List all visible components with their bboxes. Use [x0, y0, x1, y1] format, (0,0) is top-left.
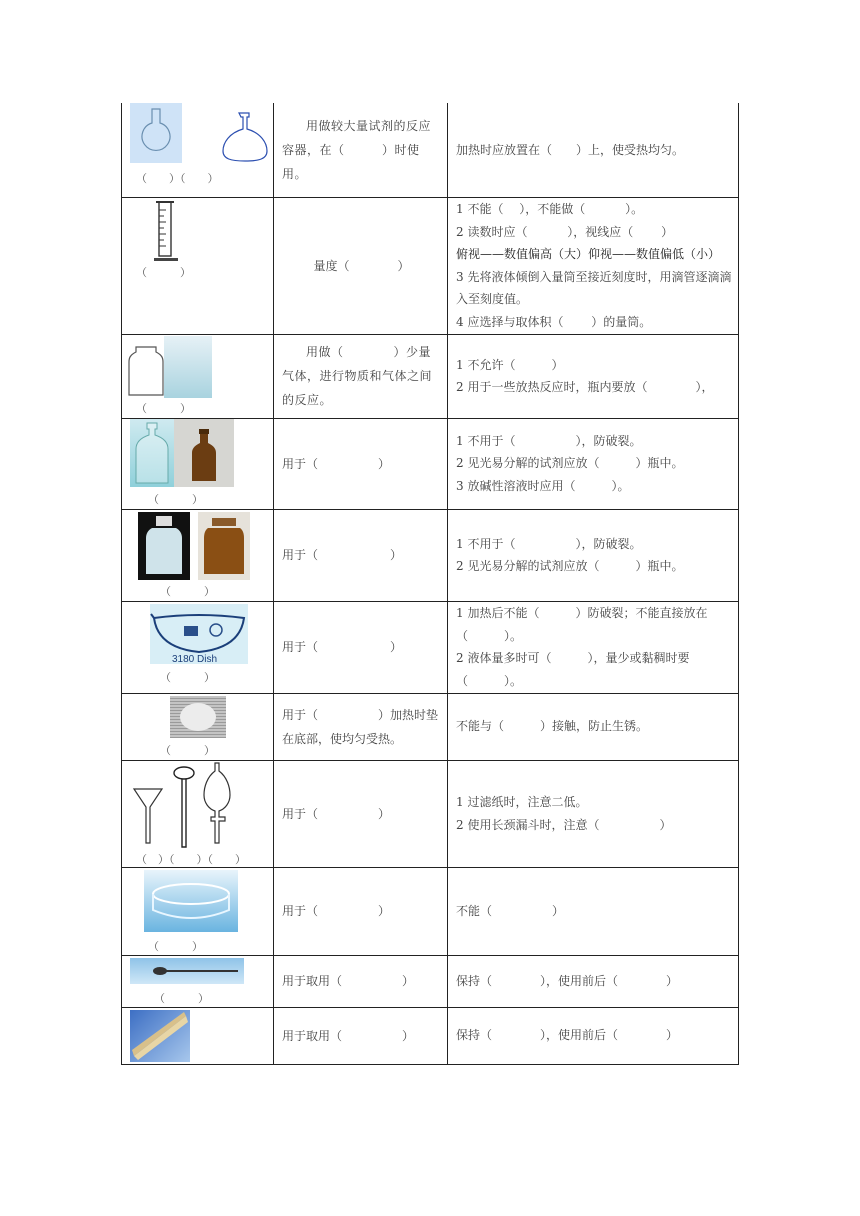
note-line: 加热时应放置在（ ）上，使受热均匀。	[456, 142, 685, 157]
equipment-name-blank: （ ）	[136, 401, 191, 415]
table-row	[122, 1007, 739, 1064]
note-line: 2 见光易分解的试剂应放（ ）瓶中。	[456, 559, 684, 573]
usage-text: 用做（ ）少量气体，进行物质和气体之间的反应。	[282, 345, 433, 407]
equipment-name-blank: （ ）（ ）（ ）	[136, 852, 246, 866]
equipment-name-blank: （ ）	[148, 939, 203, 953]
note-line: 2 见光易分解的试剂应放（ ）瓶中。	[456, 456, 684, 471]
usage-text: 用于（ ）加热时垫在底部，使均匀受热。	[282, 707, 439, 746]
usage-cell	[274, 867, 448, 955]
notes-cell	[448, 197, 739, 334]
round-bottom-flask-photo	[130, 103, 182, 163]
usage-cell	[274, 509, 448, 601]
wide-mouth-bottle-brown-photo	[198, 512, 250, 580]
lab-equipment-table	[121, 103, 739, 1065]
equipment-image-cell	[122, 103, 274, 197]
thistle-funnel-drawing	[172, 765, 196, 849]
funnel-drawing	[132, 785, 164, 845]
equipment-image-cell	[122, 867, 274, 955]
usage-text: 用于（ ）	[282, 640, 403, 654]
usage-text: 用于（ ）	[282, 456, 391, 471]
table-row	[122, 103, 739, 197]
equipment-image-cell	[122, 197, 274, 334]
table-row	[122, 693, 739, 760]
usage-cell	[274, 601, 448, 693]
usage-text: 量度（ ）	[313, 258, 410, 273]
reagent-bottle-brown-photo	[174, 419, 234, 487]
flat-bottom-flask-drawing	[218, 111, 272, 163]
wire-gauze-photo	[170, 696, 226, 738]
usage-text: 用于（ ）	[282, 806, 391, 821]
note-line: 1 不能（ ），不能做（ ）。	[456, 202, 644, 216]
table-row	[122, 197, 739, 334]
note-line: 保持（ ），使用前后（ ）	[456, 1028, 679, 1043]
note-line: 2 读数时应（ ），视线应（ ）	[456, 224, 674, 239]
note-line: 1 不用于（ ），防破裂。	[456, 536, 642, 551]
notes-cell	[448, 334, 739, 418]
gas-jar-drawing	[128, 345, 164, 397]
note-line: 2 液体量多时可（ ），量少或黏稠时要（ ）。	[456, 651, 690, 688]
table-row	[122, 418, 739, 509]
usage-text: 用于（ ）	[282, 904, 391, 918]
equipment-name-blank: （ ）（ ）	[136, 172, 219, 185]
note-line: 保持（ ），使用前后（ ）	[456, 973, 679, 988]
medicine-spoon-photo	[130, 958, 244, 984]
note-line: 1 不允许（ ）	[456, 357, 564, 372]
usage-cell	[274, 955, 448, 1007]
notes-cell	[448, 601, 739, 693]
note-line: 1 加热后不能（ ）防破裂；不能直接放在（ ）。	[456, 606, 708, 643]
note-line: 不能与（ ）接触，防止生锈。	[456, 719, 649, 734]
notes-cell	[448, 693, 739, 760]
usage-cell	[274, 760, 448, 867]
equipment-image-cell	[122, 601, 274, 693]
notes-cell	[448, 760, 739, 867]
equipment-image-cell	[122, 1007, 274, 1064]
usage-cell	[274, 103, 448, 197]
usage-cell	[274, 693, 448, 760]
note-line: 4 应选择与取体积（ ）的量筒。	[456, 314, 652, 329]
dish-label: 3180 Dish	[172, 653, 218, 664]
equipment-image-cell	[122, 334, 274, 418]
usage-cell	[274, 334, 448, 418]
equipment-name-blank: （ ）	[148, 492, 203, 506]
wide-mouth-bottle-clear-photo	[138, 512, 190, 580]
table-row	[122, 955, 739, 1007]
equipment-name-blank: （ ）	[160, 584, 215, 598]
table-row	[122, 760, 739, 867]
notes-cell	[448, 955, 739, 1007]
equipment-image-cell	[122, 418, 274, 509]
note-line: 2 用于一些放热反应时，瓶内要放（ ），	[456, 380, 714, 394]
paper-trough-photo	[130, 1010, 190, 1062]
note-line: 俯视——数值偏高（大）仰视——数值偏低（小）	[456, 247, 721, 261]
equipment-image-cell	[122, 693, 274, 760]
note-line: 3 先将液体倾倒入量筒至接近刻度时，用滴管逐滴滴入至刻度值。	[456, 269, 732, 306]
evaporating-dish-photo	[150, 604, 248, 664]
notes-cell	[448, 103, 739, 197]
equipment-name-blank: （ ）	[160, 743, 215, 757]
note-line: 不能（ ）	[456, 903, 565, 918]
equipment-name-blank: （ ）	[160, 670, 215, 684]
usage-text: 用于（ ）	[282, 548, 403, 562]
table-row	[122, 867, 739, 955]
equipment-image-cell	[122, 955, 274, 1007]
separatory-funnel-drawing	[202, 761, 232, 845]
glass-trough-photo	[144, 870, 238, 932]
usage-cell	[274, 1007, 448, 1064]
usage-text: 用于取用（ ）	[282, 974, 415, 988]
notes-cell	[448, 418, 739, 509]
notes-cell	[448, 509, 739, 601]
note-line: 3 放碱性溶液时应用（ ）。	[456, 478, 630, 493]
equipment-image-cell	[122, 760, 274, 867]
table-row	[122, 601, 739, 693]
usage-cell	[274, 418, 448, 509]
equipment-image-cell	[122, 509, 274, 601]
usage-cell	[274, 197, 448, 334]
notes-cell	[448, 1007, 739, 1064]
reagent-bottle-clear-photo	[130, 419, 174, 487]
note-line: 2 使用长颈漏斗时，注意（ ）	[456, 817, 672, 832]
note-line: 1 过滤纸时，注意二低。	[456, 795, 588, 809]
table-row	[122, 509, 739, 601]
table-row	[122, 334, 739, 418]
notes-cell	[448, 867, 739, 955]
usage-text: 用于取用（ ）	[282, 1028, 415, 1043]
graduated-cylinder-drawing	[150, 200, 182, 262]
usage-text: 用做较大量试剂的反应容器，在（ ）时使用。	[282, 118, 432, 181]
note-line: 1 不用于（ ），防破裂。	[456, 433, 642, 448]
equipment-name-blank: （ ）	[154, 991, 209, 1005]
equipment-name-blank: （ ）	[136, 265, 191, 279]
gas-jar-photo	[164, 336, 212, 398]
